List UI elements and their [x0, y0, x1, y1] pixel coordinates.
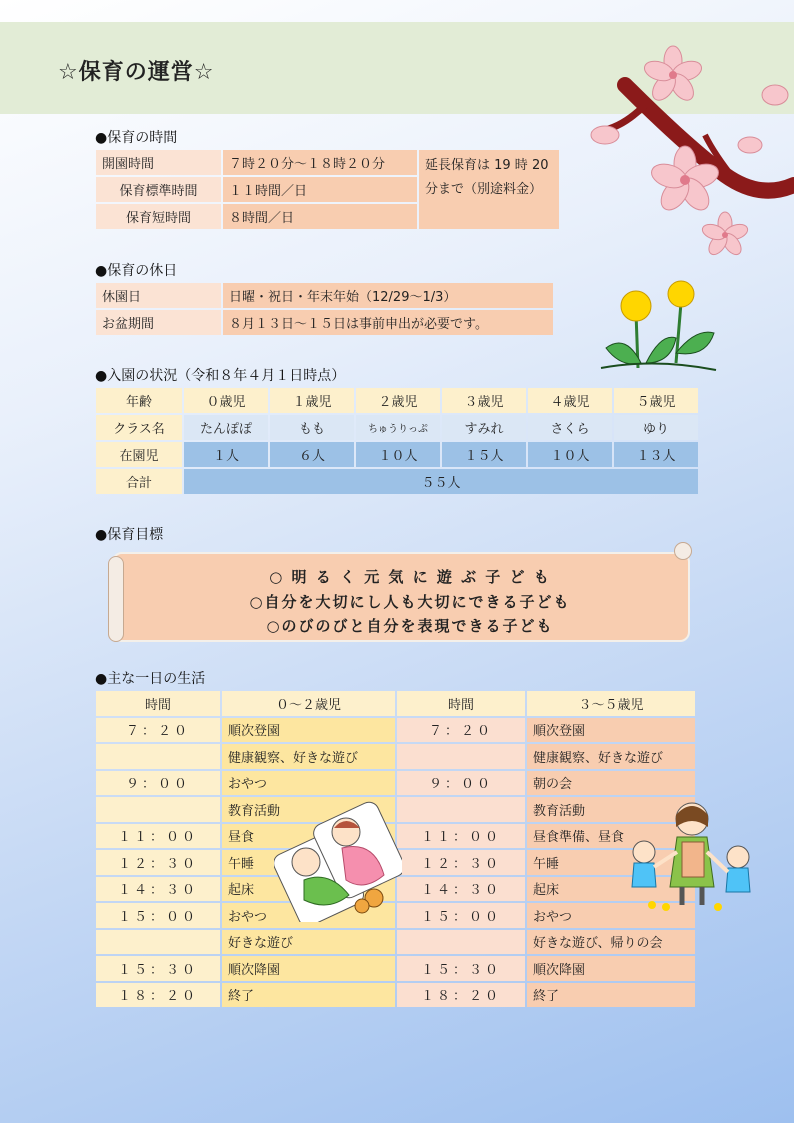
activity-cell-3-5: 教育活動 [527, 797, 695, 822]
scroll-roll-right [674, 542, 692, 560]
time-cell-3-5: １８：２０ [397, 983, 525, 1008]
age-cell: ５歳児 [614, 388, 698, 413]
enrolled-row-label: 在園児 [96, 442, 182, 467]
count-cell: １０人 [528, 442, 612, 467]
activity-cell-3-5: おやつ [527, 903, 695, 928]
activity-cell-3-5: 終了 [527, 983, 695, 1008]
standard-hours-label: 保育標準時間 [96, 177, 221, 202]
activity-cell-3-5: 起床 [527, 877, 695, 902]
time-cell-0-2 [96, 744, 220, 769]
activity-cell-0-2: 好きな遊び [222, 930, 395, 955]
table-row [96, 310, 553, 335]
time-cell-3-5: ７：２０ [397, 718, 525, 743]
time-cell-0-2: ７：２０ [96, 718, 220, 743]
time-cell-0-2: １４：３０ [96, 877, 220, 902]
table-row [96, 771, 695, 796]
activity-cell-3-5: 好きな遊び、帰りの会 [527, 930, 695, 955]
activity-cell-3-5: 順次降園 [527, 956, 695, 981]
time-cell-3-5: １５：３０ [397, 956, 525, 981]
age-row-label: 年齢 [96, 388, 182, 413]
activity-cell-3-5: 昼食準備、昼食 [527, 824, 695, 849]
table-row [96, 744, 695, 769]
extended-care-line2: 分まで（別途料金） [425, 182, 543, 197]
count-cell: １０人 [356, 442, 440, 467]
time-cell-0-2 [96, 930, 220, 955]
daily-section-title: ●主な一日の生活 [95, 671, 206, 687]
count-cell: １３人 [614, 442, 698, 467]
count-cell: １人 [184, 442, 268, 467]
closed-days-label: 休園日 [96, 283, 221, 308]
class-cell: ちゅうりっぷ [356, 415, 440, 440]
count-cell: １５人 [442, 442, 526, 467]
activity-cell-0-2: 終了 [222, 983, 395, 1008]
header-time-right: 時間 [397, 691, 525, 716]
table-row [96, 930, 695, 955]
holidays-section-title: ●保育の休日 [95, 263, 178, 279]
table-row [96, 283, 553, 308]
sleeping-children-illustration [274, 800, 402, 922]
activity-cell-3-5: 順次登園 [527, 718, 695, 743]
time-cell-0-2: １５：３０ [96, 956, 220, 981]
table-row [96, 718, 695, 743]
dandelion-illustration [596, 278, 720, 378]
time-cell-0-2: １１：００ [96, 824, 220, 849]
activity-cell-3-5: 健康観察、好きな遊び [527, 744, 695, 769]
activity-cell-0-2: おやつ [222, 771, 395, 796]
obon-label: お盆期間 [96, 310, 221, 335]
time-cell-3-5: １５：００ [397, 903, 525, 928]
activity-cell-0-2: 午睡 [222, 850, 395, 875]
time-cell-3-5: ９：００ [397, 771, 525, 796]
class-cell: もも [270, 415, 354, 440]
goal-line: ○自分を大切にし人も大切にできる子ども [249, 593, 571, 611]
table-header-row [96, 691, 695, 716]
time-cell-3-5 [397, 797, 525, 822]
time-cell-0-2: ９：００ [96, 771, 220, 796]
hours-table [94, 148, 561, 231]
extended-care-note [419, 150, 559, 229]
standard-hours-value: １１時間／日 [223, 177, 417, 202]
total-row-label: 合計 [96, 469, 182, 494]
class-cell: ゆり [614, 415, 698, 440]
age-cell: ０歳児 [184, 388, 268, 413]
time-cell-0-2 [96, 797, 220, 822]
holidays-table [94, 281, 555, 337]
table-row [96, 469, 698, 494]
scroll-roll-left [108, 556, 124, 642]
goal-line: ○のびのびと自分を表現できる子ども [266, 617, 554, 635]
short-hours-label: 保育短時間 [96, 204, 221, 229]
teacher-with-children-illustration [622, 797, 762, 917]
closed-days-value: 日曜・祝日・年末年始（12/29～1/3） [223, 283, 553, 308]
activity-cell-0-2: おやつ [222, 903, 395, 928]
goal-line: ○ 明 る く 元 気 に 遊 ぶ 子 ど も [269, 568, 551, 586]
enrollment-table [94, 386, 700, 496]
table-row [96, 415, 698, 440]
activity-cell-3-5: 午睡 [527, 850, 695, 875]
opening-hours-label: 開園時間 [96, 150, 221, 175]
age-cell: ２歳児 [356, 388, 440, 413]
time-cell-3-5: １４：３０ [397, 877, 525, 902]
cherry-blossom-illustration [585, 35, 794, 270]
time-cell-0-2: １５：００ [96, 903, 220, 928]
table-row [96, 442, 698, 467]
opening-hours-value: ７時２０分～１８時２０分 [223, 150, 417, 175]
table-row [96, 983, 695, 1008]
activity-cell-0-2: 健康観察、好きな遊び [222, 744, 395, 769]
obon-value: ８月１３日～１５日は事前申出が必要です。 [223, 310, 553, 335]
age-cell: ３歳児 [442, 388, 526, 413]
time-cell-3-5 [397, 744, 525, 769]
class-cell: すみれ [442, 415, 526, 440]
activity-cell-0-2: 昼食 [222, 824, 395, 849]
hours-section-title: ●保育の時間 [95, 130, 178, 146]
class-row-label: クラス名 [96, 415, 182, 440]
age-cell: ４歳児 [528, 388, 612, 413]
table-row [96, 388, 698, 413]
activity-cell-3-5: 朝の会 [527, 771, 695, 796]
time-cell-0-2: １２：３０ [96, 850, 220, 875]
count-cell: ６人 [270, 442, 354, 467]
table-row [96, 956, 695, 981]
total-cell: ５５人 [184, 469, 698, 494]
page-title: ☆保育の運営☆ [58, 60, 215, 85]
age-cell: １歳児 [270, 388, 354, 413]
short-hours-value: ８時間／日 [223, 204, 417, 229]
activity-cell-0-2: 起床 [222, 877, 395, 902]
activity-cell-0-2: 順次降園 [222, 956, 395, 981]
time-cell-3-5 [397, 930, 525, 955]
header-time-left: 時間 [96, 691, 220, 716]
activity-cell-0-2: 順次登園 [222, 718, 395, 743]
class-cell: たんぽぽ [184, 415, 268, 440]
enrollment-section-title: ●入園の状況（令和８年４月１日時点） [95, 368, 346, 384]
time-cell-0-2: １８：２０ [96, 983, 220, 1008]
time-cell-3-5: １２：３０ [397, 850, 525, 875]
class-cell: さくら [528, 415, 612, 440]
header-age-0-2: ０～２歳児 [222, 691, 395, 716]
activity-cell-0-2: 教育活動 [222, 797, 395, 822]
header-age-3-5: ３～５歳児 [527, 691, 695, 716]
table-row [96, 150, 559, 175]
time-cell-3-5: １１：００ [397, 824, 525, 849]
extended-care-line1: 延長保育は 19 時 20 [425, 158, 549, 173]
goals-section-title: ●保育目標 [95, 527, 164, 543]
